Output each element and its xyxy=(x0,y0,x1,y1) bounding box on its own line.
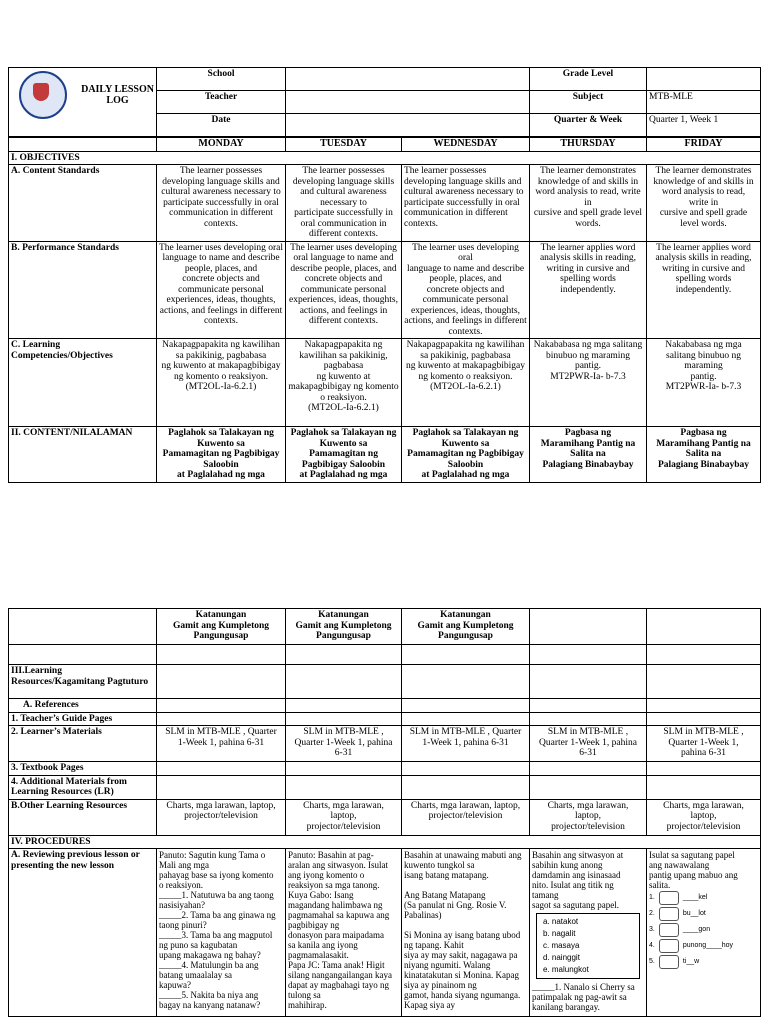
blank-cell xyxy=(157,699,286,713)
picture-item-3 xyxy=(649,922,758,938)
performance-standards-label: B. Performance Standards xyxy=(9,241,157,339)
blank-cell xyxy=(402,712,530,726)
picture-icon xyxy=(659,891,679,905)
competencies-friday: Nakababasa ng mga salitang binubuo ng maraming pantig. MT2PWR-Ia- b-7.3 xyxy=(647,339,761,427)
content-standards-wednesday: The learner possesses developing language skills and cultural awareness necessary to participate successfully in oral communication in different contexts. xyxy=(402,165,530,242)
blank-cell xyxy=(402,775,530,799)
content-friday: Pagbasa ng Maramihang Pantig na Salita na Palagiang Binabaybay xyxy=(647,427,761,483)
picture-item-1 xyxy=(649,890,758,906)
content-wednesday: Paglahok sa Talakayan ng Kuwento sa Pamamagitan ng Pagbibigay Saloobin at Paglalahad ng mga xyxy=(402,427,530,483)
blank-cell xyxy=(286,712,402,726)
other-resources-thursday: Charts, mga larawan, laptop, projector/television xyxy=(530,799,647,835)
subject-value[interactable]: MTB-MLE xyxy=(647,91,761,114)
content-label: II. CONTENT/NILALAMAN xyxy=(9,427,157,483)
day-header-monday: MONDAY xyxy=(157,138,286,152)
blank-cell xyxy=(647,645,761,665)
choice-e: e. malungkot xyxy=(543,965,589,974)
blank-cell xyxy=(647,712,761,726)
reviewing-friday xyxy=(647,849,761,1017)
date-label: Date xyxy=(157,114,286,137)
performance-standards-wednesday: The learner uses developing oral language to name and describe people, places, and concrete objects and communicate personal experiences, ideas, thoughts, actions, and feelings in different contexts. xyxy=(402,241,530,339)
blank-cell xyxy=(402,762,530,776)
reviewing-thursday xyxy=(530,849,647,1017)
learners-materials-label: 2. Learner’s Materials xyxy=(9,726,157,762)
dll-title-line1: DAILY LESSON xyxy=(81,84,154,95)
procedures-label: IV. PROCEDURES xyxy=(9,835,761,849)
objectives-section-label: I. OBJECTIVES xyxy=(9,151,761,165)
reviewing-tuesday: Panuto: Basahin at pag- aralan ang sitwasyon. Isulat ang iyong komento o reaksiyon sa mga tanong. Kuya Gabo: Isang magandang halimbawa ng pagmamahal sa kapuwa ang pagbibigay ng donasyon para maipadama sa kanila ang iyong pagmamalasakit. Papa JC: Tama anak! Higit silang nangangailangan kaya dapat ay magbahagi tayo ng tulong sa mahihirap. xyxy=(286,849,402,1017)
competencies-thursday: Nakababasa ng mga salitang binubuo ng maraming pantig. MT2PWR-Ia- b-7.3 xyxy=(530,339,647,427)
content-continued-friday xyxy=(647,609,761,645)
competencies-wednesday: Nakapagpapakita ng kawilihan sa pakikinig, pagbabasa ng kuwento at makapagbibigay ng komento o reaksiyon. (MT2OL-Ia-6.2.1) xyxy=(402,339,530,427)
learners-materials-wednesday: SLM in MTB-MLE , Quarter 1-Week 1, pahina 6-31 xyxy=(402,726,530,762)
day-header-tuesday: TUESDAY xyxy=(286,138,402,152)
blank-cell xyxy=(530,762,647,776)
blank-cell xyxy=(402,645,530,665)
friday-instructions: Isulat sa sagutang papel ang nawawalang pantig upang mabuo ang salita. xyxy=(649,850,738,890)
other-resources-tuesday: Charts, mga larawan, laptop, projector/television xyxy=(286,799,402,835)
content-standards-monday: The learner possesses developing language skills and cultural awareness necessary to participate successfully in oral communication in different contexts. xyxy=(157,165,286,242)
competencies-tuesday: Nakapagpapakita ng kawilihan sa pakikinig, pagbabasa ng kuwento at makapagbibigay ng komento o reaksiyon. (MT2OL-Ia-6.2.1) xyxy=(286,339,402,427)
reviewing-monday: Panuto: Sagutin kung Tama o Mali ang mga pahayag base sa iyong komento o reaksiyon. _____1. Natutuwa ba ang taong nasisiyahan? _____2. Tama ba ang ginawa ng taong pinuri? _____3. Tama ba ang magputol ng puno sa kagubatan upang makagawa ng bahay? _____4. Matulungin ba ang batang umaalalay sa kapuwa? _____5. Nakita ba niya ang bagay na kanyang natanaw? xyxy=(157,849,286,1017)
other-resources-monday: Charts, mga larawan, laptop, projector/television xyxy=(157,799,286,835)
references-label: A. References xyxy=(9,699,157,713)
content-monday: Paglahok sa Talakayan ng Kuwento sa Pamamagitan ng Pagbibigay Saloobin at Paglalahad ng mga xyxy=(157,427,286,483)
item-number: 3. xyxy=(649,926,655,933)
blank-day-corner xyxy=(9,138,157,152)
learners-materials-friday: SLM in MTB-MLE , Quarter 1-Week 1, pahina 6-31 xyxy=(647,726,761,762)
learners-materials-thursday: SLM in MTB-MLE , Quarter 1-Week 1, pahina 6-31 xyxy=(530,726,647,762)
content-thursday: Pagbasa ng Maramihang Pantig na Salita na Palagiang Binabaybay xyxy=(530,427,647,483)
missing-syllable-word: ti__w xyxy=(682,958,700,965)
day-header-thursday: THURSDAY xyxy=(530,138,647,152)
grade-level-value[interactable] xyxy=(647,68,761,91)
picture-item-2 xyxy=(649,906,758,922)
blank-row-label xyxy=(9,645,157,665)
blank-cell xyxy=(157,712,286,726)
blank-cell xyxy=(402,665,530,699)
competencies-monday: Nakapagpapakita ng kawilihan sa pakikinig, pagbabasa ng kuwento at makapagbibigay ng komento o reaksiyon. (MT2OL-Ia-6.2.1) xyxy=(157,339,286,427)
thursday-item-1: _____1. Nanalo si Cherry sa patimpalak ng pag-awit sa kanilang barangay. xyxy=(532,982,635,1012)
choice-b: b. nagalit xyxy=(543,929,576,938)
lesson-log-objectives-table xyxy=(8,137,761,483)
teachers-guide-label: 1. Teacher’s Guide Pages xyxy=(9,712,157,726)
continuation-label-cell xyxy=(9,609,157,645)
school-label: School xyxy=(157,68,286,91)
content-continued-tuesday: Katanungan Gamit ang Kumpletong Pangungusap xyxy=(286,609,402,645)
grade-level-label: Grade Level xyxy=(530,68,647,91)
content-standards-friday: The learner demonstrates knowledge of and skills in word analysis to read, write in cursive and spell grade level words. xyxy=(647,165,761,242)
date-value[interactable] xyxy=(286,114,530,137)
choice-c: c. masaya xyxy=(543,941,580,950)
picture-item-4 xyxy=(649,938,758,954)
missing-syllable-word: ____gon xyxy=(682,926,711,933)
blank-cell xyxy=(286,645,402,665)
missing-syllable-word: punong____hoy xyxy=(682,942,734,949)
item-number: 2. xyxy=(649,910,655,917)
other-resources-wednesday: Charts, mga larawan, laptop, projector/television xyxy=(402,799,530,835)
day-header-friday: FRIDAY xyxy=(647,138,761,152)
teacher-label: Teacher xyxy=(157,91,286,114)
other-resources-friday: Charts, mga larawan, laptop, projector/television xyxy=(647,799,761,835)
blank-cell xyxy=(402,699,530,713)
performance-standards-tuesday: The learner uses developing oral language to name and describe people, places, and concrete objects and communicate personal experiences, ideas, thoughts, actions, and feelings in different contexts. xyxy=(286,241,402,339)
content-standards-thursday: The learner demonstrates knowledge of and skills in word analysis to read, write in cursive and spell grade level words. xyxy=(530,165,647,242)
item-number: 5. xyxy=(649,958,655,965)
learners-materials-tuesday: SLM in MTB-MLE , Quarter 1-Week 1, pahina 6-31 xyxy=(286,726,402,762)
lesson-log-table-page-1 xyxy=(8,67,761,137)
feelings-choices-box xyxy=(536,913,640,979)
picture-icon xyxy=(659,955,679,969)
blank-cell xyxy=(530,699,647,713)
blank-cell xyxy=(530,665,647,699)
resources-label: III.Learning Resources/Kagamitang Pagtuturo xyxy=(9,665,157,699)
choice-a: a. natakot xyxy=(543,917,579,926)
learners-materials-monday: SLM in MTB-MLE , Quarter 1-Week 1, pahina 6-31 xyxy=(157,726,286,762)
missing-syllable-word: ____kel xyxy=(682,894,708,901)
content-continued-wednesday: Katanungan Gamit ang Kumpletong Pangungusap xyxy=(402,609,530,645)
textbook-pages-label: 3. Textbook Pages xyxy=(9,762,157,776)
blank-cell xyxy=(647,775,761,799)
quarter-week-label: Quarter & Week xyxy=(530,114,647,137)
performance-standards-monday: The learner uses developing oral language to name and describe people, places, and concrete objects and communicate personal experiences, ideas, thoughts, actions, and feelings in different contexts. xyxy=(157,241,286,339)
other-resources-label: B.Other Learning Resources xyxy=(9,799,157,835)
lesson-log-table-page-2 xyxy=(8,608,761,1017)
blank-cell xyxy=(647,762,761,776)
blank-cell xyxy=(157,775,286,799)
item-number: 1. xyxy=(649,894,655,901)
blank-cell xyxy=(286,762,402,776)
picture-item-5 xyxy=(649,954,758,970)
blank-cell xyxy=(530,775,647,799)
missing-syllable-word: bu__lot xyxy=(682,910,706,917)
item-number: 4. xyxy=(649,942,655,949)
picture-icon xyxy=(659,923,679,937)
deped-seal-icon xyxy=(19,71,67,119)
picture-icon xyxy=(659,939,679,953)
performance-standards-friday: The learner applies word analysis skills in reading, writing in cursive and spelling words independently. xyxy=(647,241,761,339)
dll-title-line2: LOG xyxy=(106,95,129,106)
blank-cell xyxy=(530,712,647,726)
blank-cell xyxy=(157,665,286,699)
header-logo-cell xyxy=(9,68,157,137)
performance-standards-thursday: The learner applies word analysis skills in reading, writing in cursive and spelling words independently. xyxy=(530,241,647,339)
reviewing-wednesday: Basahin at unawaing mabuti ang kuwento tungkol sa isang batang matapang. Ang Batang Matapang (Sa panulat ni Gng. Rosie V. Pabalinas) Si Monina ay isang batang ubod ng tapang. Kahit siya ay may sakit, nagagawa pa niyang ngumiti. Walang kinatatakutan si Monina. Kapag siya ay pinainom ng gamot, handa siyang ngumanga. Kapag siya ay xyxy=(402,849,530,1017)
blank-cell xyxy=(157,762,286,776)
content-continued-thursday xyxy=(530,609,647,645)
blank-cell xyxy=(647,665,761,699)
subject-label: Subject xyxy=(530,91,647,114)
reviewing-lesson-label: A. Reviewing previous lesson or presenting the new lesson xyxy=(9,849,157,1017)
content-tuesday: Paglahok sa Talakayan ng Kuwento sa Pamamagitan ng Pagbibigay Saloobin at Paglalahad ng mga xyxy=(286,427,402,483)
content-standards-label: A. Content Standards xyxy=(9,165,157,242)
blank-cell xyxy=(157,645,286,665)
thursday-instructions: Basahin ang sitwasyon at sabihin kung anong damdamin ang isinasaad nito. Isulat ang titik ng tamang sagot sa sagutang papel. xyxy=(532,850,624,910)
competencies-label: C. Learning Competencies/Objectives xyxy=(9,339,157,427)
blank-cell xyxy=(530,645,647,665)
blank-cell xyxy=(286,775,402,799)
school-value[interactable] xyxy=(286,68,530,91)
day-header-wednesday: WEDNESDAY xyxy=(402,138,530,152)
blank-cell xyxy=(647,699,761,713)
teacher-value[interactable] xyxy=(286,91,530,114)
content-standards-tuesday: The learner possesses developing language skills and cultural awareness necessary to participate successfully in oral communication in different contexts. xyxy=(286,165,402,242)
choice-d: d. nainggit xyxy=(543,953,580,962)
picture-icon xyxy=(659,907,679,921)
blank-cell xyxy=(286,699,402,713)
quarter-week-value[interactable]: Quarter 1, Week 1 xyxy=(647,114,761,137)
blank-cell xyxy=(286,665,402,699)
additional-materials-label: 4. Additional Materials from Learning Resources (LR) xyxy=(9,775,157,799)
content-continued-monday: Katanungan Gamit ang Kumpletong Pangungusap xyxy=(157,609,286,645)
